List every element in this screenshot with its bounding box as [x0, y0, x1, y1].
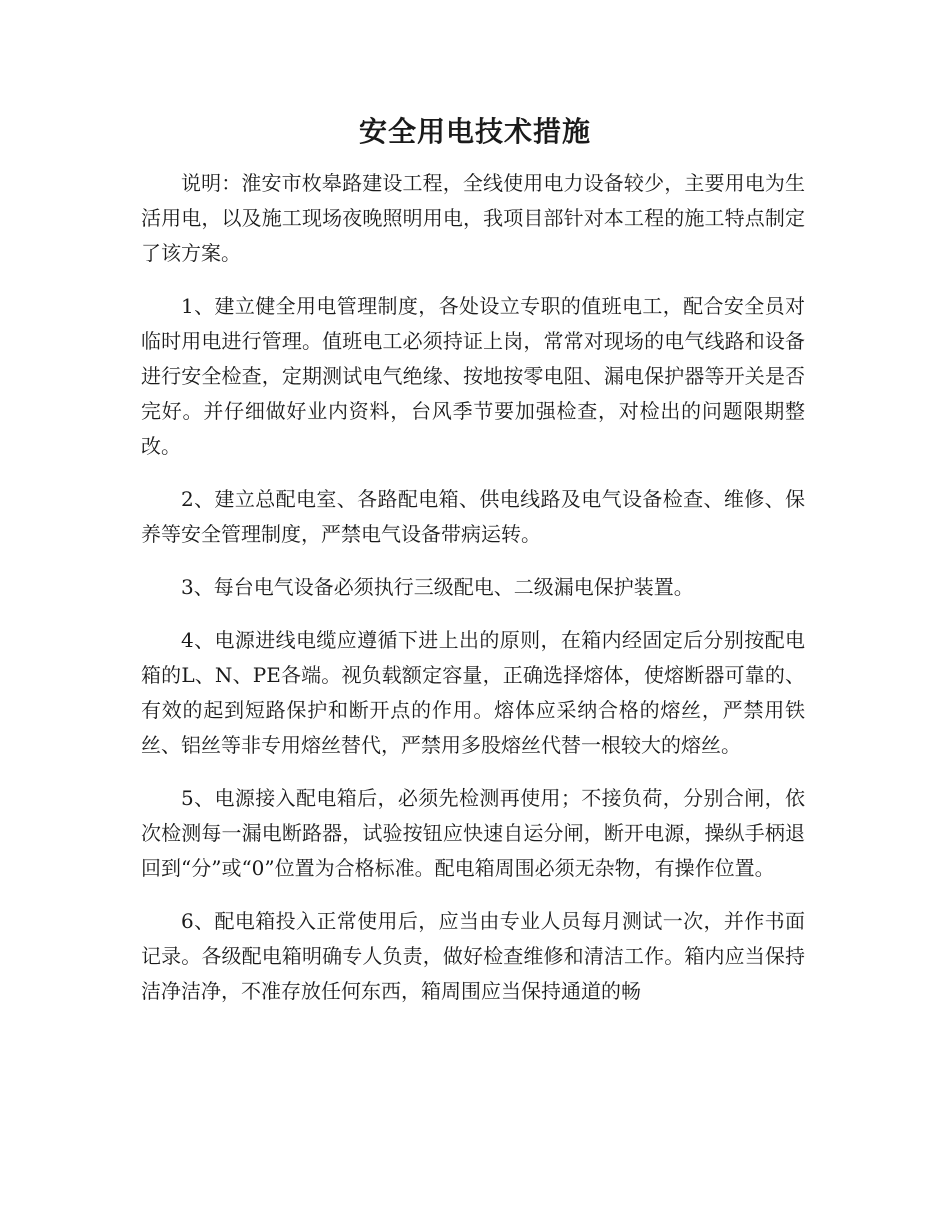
paragraph-1: 1、建立健全用电管理制度，各处设立专职的值班电工，配合安全员对临时用电进行管理。值班电工必须持证上岗，常常对现场的电气线路和设备进行安全检查，定期测试电气绝缘、按地按零电阻、漏电保护器等开关是否完好。并仔细做好业内资料，台风季节要加强检查，对检出的问题限期整改。 [141, 294, 805, 458]
document-body [141, 166, 805, 1027]
paragraph-2: 2、建立总配电室、各路配电箱、供电线路及电气设备检查、维修、保养等安全管理制度，严禁电气设备带病运转。 [141, 487, 805, 546]
paragraph-6: 6、配电箱投入正常使用后，应当由专业人员每月测试一次，并作书面记录。各级配电箱明确专人负责，做好检查维修和清洁工作。箱内应当保持洁净洁净，不准存放任何东西，箱周围应当保持通道的畅 [141, 909, 805, 1003]
paragraph-3: 3、每台电气设备必须执行三级配电、二级漏电保护装置。 [181, 575, 694, 599]
document-title: 安全用电技术措施 [358, 115, 591, 148]
paragraph-intro: 说明：淮安市枚皋路建设工程，全线使用电力设备较少，主要用电为生活用电，以及施工现场夜晚照明用电，我项目部针对本工程的施工特点制定了该方案。 [141, 171, 805, 265]
paragraph-4: 4、电源进线电缆应遵循下进上出的原则，在箱内经固定后分别按配电箱的L、N、PE各端。视负载额定容量，正确选择熔体，使熔断器可靠的、有效的起到短路保护和断开点的作用。熔体应采纳合格的熔丝，严禁用铁丝、铝丝等非专用熔丝替代，严禁用多股熔丝代替一根较大的熔丝。 [141, 628, 805, 757]
paragraph-5: 5、电源接入配电箱后，必须先检测再使用；不接负荷，分别合闸，依次检测每一漏电断路器，试验按钮应快速自运分闸，断开电源，操纵手柄退回到“分”或“0”位置为合格标准。配电箱周围必须无杂物，有操作位置。 [141, 786, 805, 880]
